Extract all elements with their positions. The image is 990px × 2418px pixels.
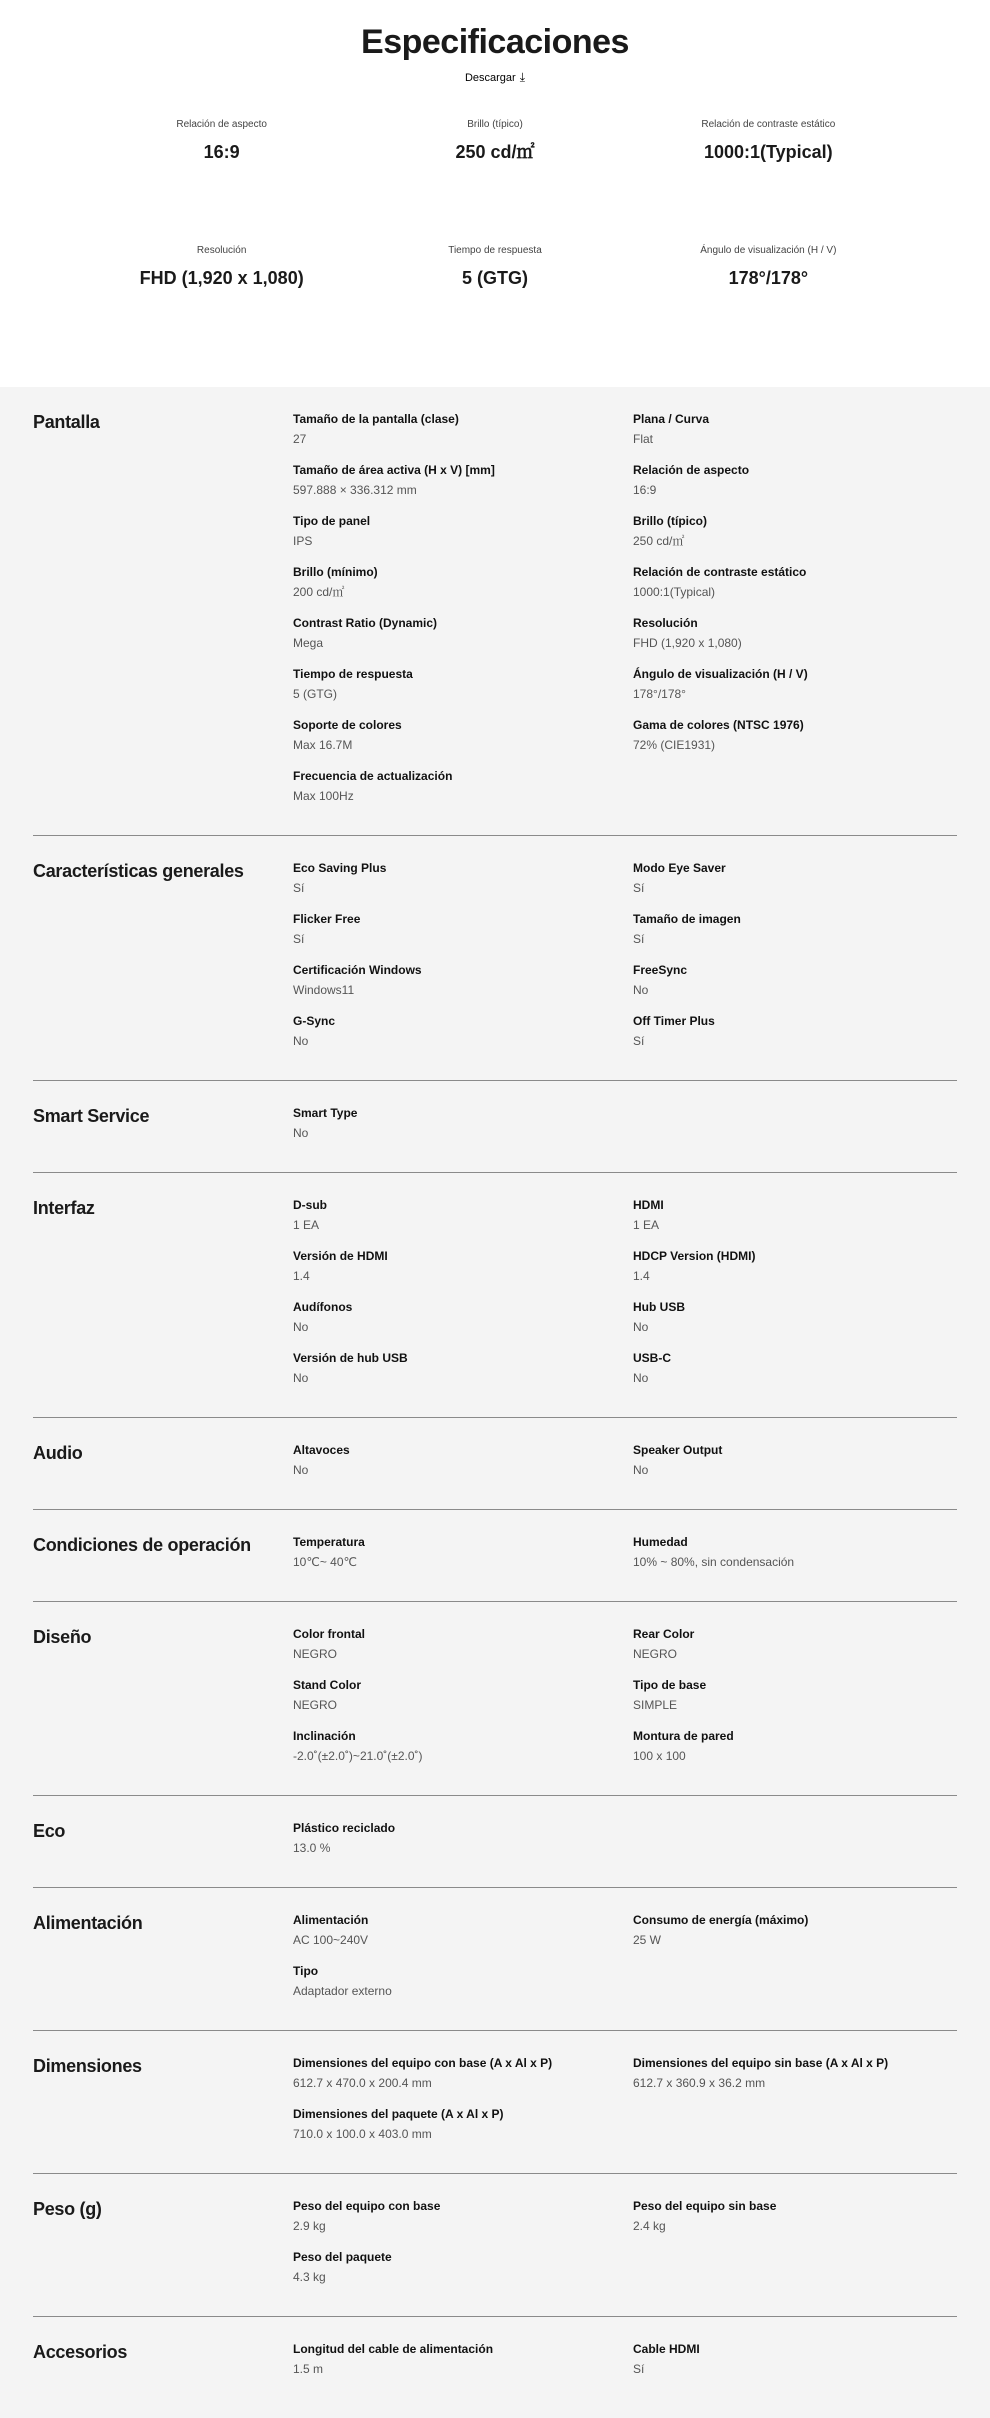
key-spec-value: 5 (GTG) xyxy=(461,268,528,288)
spec-value: No xyxy=(633,1371,649,1385)
spec-value: Sí xyxy=(633,1034,645,1048)
spec-label: Off Timer Plus xyxy=(633,1014,715,1028)
spec-label: Tipo xyxy=(293,1964,319,1978)
section-items xyxy=(293,2198,957,2300)
section-title: Interfaz xyxy=(33,1198,95,1218)
section-items xyxy=(293,1197,957,1401)
spec-label: Tipo de base xyxy=(633,1678,707,1692)
spec-label: Modo Eye Saver xyxy=(633,861,726,875)
section-items xyxy=(293,1442,957,1493)
spec-section xyxy=(33,2317,957,2408)
spec-section xyxy=(33,2174,957,2317)
section-items xyxy=(293,1534,957,1585)
spec-item xyxy=(633,615,957,652)
spec-label: Color frontal xyxy=(293,1627,365,1641)
spec-item xyxy=(293,1299,633,1336)
spec-sections xyxy=(0,387,990,2418)
key-spec-value: 16:9 xyxy=(203,142,240,162)
key-spec-item xyxy=(85,244,358,290)
section-items xyxy=(293,1626,957,1779)
spec-value: Adaptador externo xyxy=(293,1984,392,1998)
spec-item xyxy=(293,411,633,448)
key-specs xyxy=(85,118,905,290)
section-title: Diseño xyxy=(33,1627,92,1647)
spec-value: FHD (1,920 x 1,080) xyxy=(633,636,742,650)
spec-item xyxy=(293,911,633,948)
section-items xyxy=(293,2055,957,2157)
spec-item xyxy=(633,1197,957,1234)
key-spec-item xyxy=(85,118,358,164)
section-items xyxy=(293,860,957,1064)
spec-item xyxy=(633,666,957,703)
section-title: Smart Service xyxy=(33,1106,150,1126)
spec-label: Peso del paquete xyxy=(293,2250,392,2264)
spec-label: Frecuencia de actualización xyxy=(293,769,453,783)
spec-value: No xyxy=(633,983,649,997)
section-title: Audio xyxy=(33,1443,83,1463)
key-spec-label: Relación de aspecto xyxy=(176,119,267,130)
section-title: Características generales xyxy=(33,861,244,881)
spec-section xyxy=(33,1888,957,2031)
section-title: Eco xyxy=(33,1821,66,1841)
spec-label: Flicker Free xyxy=(293,912,361,926)
spec-item xyxy=(293,564,633,601)
spec-label: Temperatura xyxy=(293,1535,365,1549)
key-spec-label: Tiempo de respuesta xyxy=(448,245,542,256)
spec-item xyxy=(633,2198,957,2235)
spec-label: Tamaño de imagen xyxy=(633,912,741,926)
spec-label: Tamaño de la pantalla (clase) xyxy=(293,412,459,426)
section-title: Accesorios xyxy=(33,2342,128,2362)
spec-label: Peso del equipo con base xyxy=(293,2199,441,2213)
spec-label: Eco Saving Plus xyxy=(293,861,387,875)
spec-value: 13.0 % xyxy=(293,1841,331,1855)
spec-value: 1.5 m xyxy=(293,2362,324,2376)
spec-label: Ángulo de visualización (H / V) xyxy=(633,667,808,681)
spec-value: 1 EA xyxy=(293,1218,320,1232)
spec-label: Dimensiones del equipo con base (A x Al x P) xyxy=(293,2056,553,2070)
key-spec-label: Brillo (típico) xyxy=(467,119,523,130)
spec-label: Cable HDMI xyxy=(633,2342,700,2356)
spec-item xyxy=(293,1442,633,1479)
spec-label: Resolución xyxy=(633,616,698,630)
spec-value: -2.0˚(±2.0˚)~21.0˚(±2.0˚) xyxy=(293,1749,423,1763)
spec-item xyxy=(293,1820,633,1857)
spec-section xyxy=(33,2031,957,2174)
spec-label: Relación de aspecto xyxy=(633,463,750,477)
section-title: Condiciones de operación xyxy=(33,1535,251,1555)
spec-item xyxy=(293,1248,633,1285)
spec-label: Rear Color xyxy=(633,1627,695,1641)
section-items xyxy=(293,2341,957,2392)
spec-value: No xyxy=(293,1371,309,1385)
key-spec-value: 178°/178° xyxy=(728,268,809,288)
spec-value: Sí xyxy=(633,2362,645,2376)
spec-value: No xyxy=(293,1320,309,1334)
key-spec-item xyxy=(632,244,905,290)
spec-label: Altavoces xyxy=(293,1443,350,1457)
spec-item xyxy=(633,513,957,550)
spec-item xyxy=(633,1677,957,1714)
spec-value: 597.888 × 336.312 mm xyxy=(293,483,417,497)
spec-item xyxy=(293,462,633,499)
spec-label: FreeSync xyxy=(633,963,688,977)
spec-value: 1.4 xyxy=(293,1269,310,1283)
spec-item xyxy=(293,1350,633,1387)
section-items xyxy=(293,1820,957,1871)
spec-value: 16:9 xyxy=(633,483,657,497)
spec-value: NEGRO xyxy=(293,1647,338,1661)
spec-label: Hub USB xyxy=(633,1300,685,1314)
spec-value: 4.3 kg xyxy=(293,2270,326,2284)
spec-value: 200 cd/㎡ xyxy=(293,585,345,599)
spec-label: Versión de HDMI xyxy=(293,1249,388,1263)
spec-label: Relación de contraste estático xyxy=(633,565,807,579)
spec-item xyxy=(633,1912,957,1949)
spec-label: D-sub xyxy=(293,1198,327,1212)
spec-value: Mega xyxy=(293,636,324,650)
spec-value: 10% ~ 80%, sin condensación xyxy=(633,1555,795,1569)
spec-label: Tamaño de área activa (H x V) [mm] xyxy=(293,463,495,477)
spec-label: Contrast Ratio (Dynamic) xyxy=(293,616,438,630)
spec-value: Max 16.7M xyxy=(293,738,353,752)
spec-item xyxy=(633,1442,957,1479)
spec-label: Tipo de panel xyxy=(293,514,371,528)
spec-item xyxy=(633,411,957,448)
spec-value: 1.4 xyxy=(633,1269,650,1283)
spec-label: Humedad xyxy=(633,1535,688,1549)
spec-value: 5 (GTG) xyxy=(293,687,337,701)
spec-value: Max 100Hz xyxy=(293,789,354,803)
spec-label: Soporte de colores xyxy=(293,718,402,732)
spec-value: 612.7 x 470.0 x 200.4 mm xyxy=(293,2076,432,2090)
spec-label: HDCP Version (HDMI) xyxy=(633,1249,756,1263)
spec-section xyxy=(33,387,957,836)
spec-label: Alimentación xyxy=(293,1913,369,1927)
page-title: Especificaciones xyxy=(361,23,629,61)
spec-label: Dimensiones del paquete (A x Al x P) xyxy=(293,2107,504,2121)
spec-label: Certificación Windows xyxy=(293,963,422,977)
spec-value: 612.7 x 360.9 x 36.2 mm xyxy=(633,2076,766,2090)
key-spec-value: 1000:1(Typical) xyxy=(703,142,833,162)
spec-item xyxy=(293,513,633,550)
spec-label: Brillo (mínimo) xyxy=(293,565,378,579)
section-title: Alimentación xyxy=(33,1913,143,1933)
spec-value: Sí xyxy=(633,881,645,895)
spec-value: IPS xyxy=(293,534,313,548)
spec-item xyxy=(293,1963,633,2000)
spec-label: HDMI xyxy=(633,1198,664,1212)
spec-item xyxy=(633,1013,957,1050)
spec-item xyxy=(293,2106,633,2143)
key-spec-label: Resolución xyxy=(196,245,247,256)
section-items xyxy=(293,411,957,819)
spec-item xyxy=(293,1912,633,1949)
spec-value: 100 x 100 xyxy=(633,1749,686,1763)
spec-value: 1 EA xyxy=(633,1218,660,1232)
spec-value: 2.9 kg xyxy=(293,2219,326,2233)
spec-label: Stand Color xyxy=(293,1678,361,1692)
spec-value: 2.4 kg xyxy=(633,2219,666,2233)
key-spec-item xyxy=(358,244,631,290)
spec-item xyxy=(633,1350,957,1387)
spec-item xyxy=(633,1728,957,1765)
spec-value: No xyxy=(633,1463,649,1477)
spec-value: No xyxy=(293,1126,309,1140)
spec-value: 10℃~ 40℃ xyxy=(293,1555,357,1569)
spec-item xyxy=(633,2341,957,2378)
download-label: Descargar xyxy=(464,72,516,84)
section-title: Pantalla xyxy=(33,412,100,432)
section-items xyxy=(293,1912,957,2014)
key-spec-value: FHD (1,920 x 1,080) xyxy=(139,268,304,288)
key-spec-item xyxy=(358,118,631,164)
spec-value: 27 xyxy=(293,432,307,446)
spec-section xyxy=(33,836,957,1081)
spec-section xyxy=(33,1510,957,1602)
spec-label: Versión de hub USB xyxy=(293,1351,408,1365)
spec-label: Tiempo de respuesta xyxy=(293,667,413,681)
spec-section xyxy=(33,1418,957,1510)
download-link[interactable] xyxy=(435,70,555,85)
spec-value: NEGRO xyxy=(293,1698,338,1712)
spec-value: 25 W xyxy=(633,1933,662,1947)
spec-item xyxy=(293,962,633,999)
specs-hero xyxy=(0,0,990,387)
spec-label: Smart Type xyxy=(293,1106,358,1120)
spec-item xyxy=(293,615,633,652)
spec-label: Peso del equipo sin base xyxy=(633,2199,777,2213)
spec-label: Inclinación xyxy=(293,1729,356,1743)
spec-item xyxy=(633,462,957,499)
spec-item xyxy=(293,1626,633,1663)
spec-value: 1000:1(Typical) xyxy=(633,585,716,599)
spec-label: USB-C xyxy=(633,1351,671,1365)
spec-value: No xyxy=(293,1463,309,1477)
spec-item xyxy=(293,1728,633,1765)
spec-item xyxy=(293,1677,633,1714)
spec-value: Sí xyxy=(293,932,305,946)
spec-value: Sí xyxy=(633,932,645,946)
spec-value: 178°/178° xyxy=(633,687,686,701)
spec-label: Speaker Output xyxy=(633,1443,723,1457)
spec-section xyxy=(33,1081,957,1173)
spec-item xyxy=(293,768,633,805)
spec-value: 250 cd/㎡ xyxy=(633,534,685,548)
spec-item xyxy=(633,911,957,948)
spec-label: Consumo de energía (máximo) xyxy=(633,1913,809,1927)
section-title: Dimensiones xyxy=(33,2056,142,2076)
spec-value: Windows11 xyxy=(293,983,355,997)
spec-item xyxy=(633,1248,957,1285)
spec-section xyxy=(33,1602,957,1796)
spec-item xyxy=(293,2198,633,2235)
spec-item xyxy=(293,2249,633,2286)
spec-value: SIMPLE xyxy=(633,1698,678,1712)
spec-item xyxy=(293,2055,633,2092)
spec-item xyxy=(293,1013,633,1050)
spec-label: Gama de colores (NTSC 1976) xyxy=(633,718,804,732)
spec-label: Dimensiones del equipo sin base (A x Al x P) xyxy=(633,2056,889,2070)
spec-label: Brillo (típico) xyxy=(633,514,707,528)
spec-item xyxy=(293,2341,633,2378)
spec-section xyxy=(33,1173,957,1418)
spec-item xyxy=(293,1197,633,1234)
spec-item xyxy=(633,1534,957,1571)
spec-item xyxy=(293,1105,633,1142)
spec-item xyxy=(633,860,957,897)
spec-label: G-Sync xyxy=(293,1014,336,1028)
spec-section xyxy=(33,1796,957,1888)
spec-value: NEGRO xyxy=(633,1647,678,1661)
spec-value: No xyxy=(633,1320,649,1334)
spec-item xyxy=(633,717,957,754)
key-spec-item xyxy=(632,118,905,164)
section-items xyxy=(293,1105,957,1156)
spec-label: Plástico reciclado xyxy=(293,1821,396,1835)
spec-item xyxy=(633,962,957,999)
spec-value: 710.0 x 100.0 x 403.0 mm xyxy=(293,2127,432,2141)
spec-item xyxy=(633,1299,957,1336)
spec-value: AC 100~240V xyxy=(293,1933,369,1947)
section-title: Peso (g) xyxy=(33,2199,102,2219)
spec-item xyxy=(633,1626,957,1663)
key-spec-label: Ángulo de visualización (H / V) xyxy=(700,245,837,256)
spec-item xyxy=(293,666,633,703)
spec-item xyxy=(293,717,633,754)
spec-label: Plana / Curva xyxy=(633,412,710,426)
spec-label: Montura de pared xyxy=(633,1729,734,1743)
spec-item xyxy=(293,1534,633,1571)
spec-value: Flat xyxy=(633,432,654,446)
spec-label: Audífonos xyxy=(293,1300,353,1314)
download-icon: ⤓ xyxy=(519,70,526,84)
spec-item xyxy=(633,2055,957,2092)
spec-value: No xyxy=(293,1034,309,1048)
spec-label: Longitud del cable de alimentación xyxy=(293,2342,494,2356)
key-spec-value: 250 cd/㎡ xyxy=(455,142,535,162)
spec-item xyxy=(633,564,957,601)
spec-item xyxy=(293,860,633,897)
spec-value: Sí xyxy=(293,881,305,895)
key-spec-label: Relación de contraste estático xyxy=(701,119,836,130)
spec-value: 72% (CIE1931) xyxy=(633,738,716,752)
